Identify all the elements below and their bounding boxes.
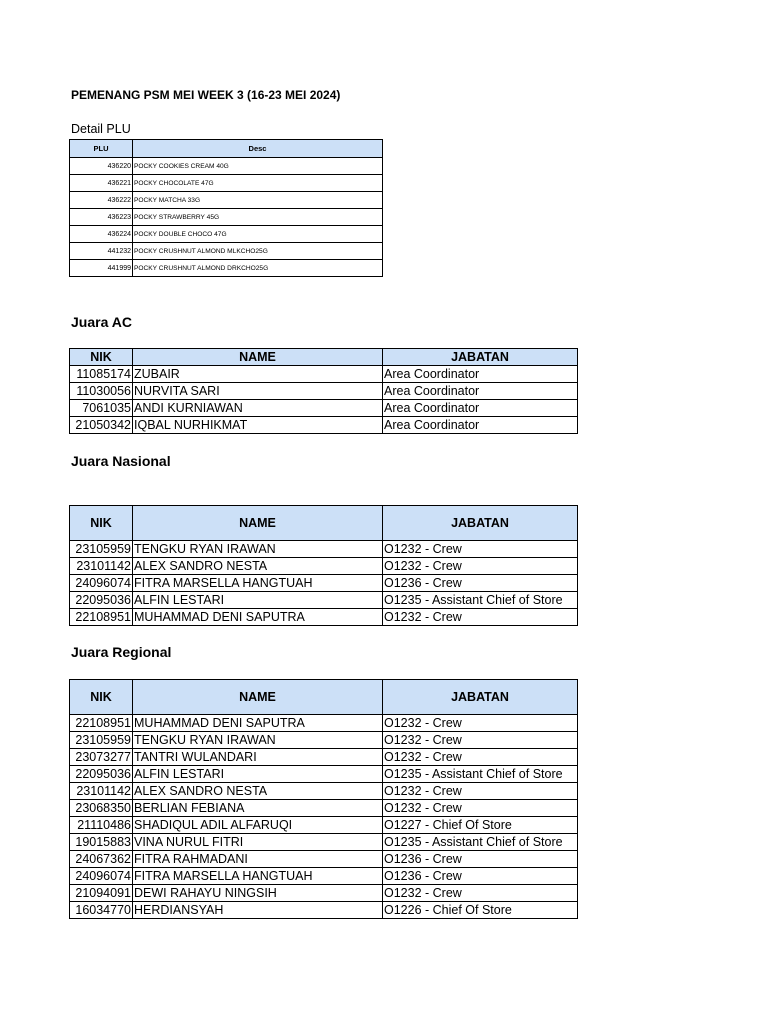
jabatan-col-header: JABATAN [383,506,578,541]
nik-cell: 22095036 [70,592,133,609]
juara-regional-body [70,715,578,919]
name-cell: SHADIQUL ADIL ALFARUQI [133,817,383,834]
table-row [70,558,578,575]
nik-cell: 21094091 [70,885,133,902]
name-cell: TENGKU RYAN IRAWAN [133,732,383,749]
plu-cell: 436220 [70,158,133,175]
plu-cell: 436221 [70,175,133,192]
nik-cell: 7061035 [70,400,133,417]
nik-col-header: NIK [70,680,133,715]
jabatan-cell: O1232 - Crew [383,783,578,800]
table-row [70,715,578,732]
juara-nasional-body [70,541,578,626]
nik-cell: 24096074 [70,868,133,885]
nik-cell: 24067362 [70,851,133,868]
nik-cell: 22108951 [70,715,133,732]
name-cell: BERLIAN FEBIANA [133,800,383,817]
jabatan-col-header: JABATAN [383,349,578,366]
plu-table-body [70,158,383,277]
jabatan-cell: Area Coordinator [383,400,578,417]
nik-cell: 23105959 [70,732,133,749]
nik-cell: 11085174 [70,366,133,383]
desc-col-header: Desc [133,140,383,158]
juara-ac-body [70,366,578,434]
plu-cell: 441232 [70,243,133,260]
name-cell: TANTRI WULANDARI [133,749,383,766]
table-row [70,817,578,834]
nik-cell: 23101142 [70,783,133,800]
plu-col-header: PLU [70,140,133,158]
nik-cell: 24096074 [70,575,133,592]
nik-cell: 23105959 [70,541,133,558]
jabatan-cell: O1236 - Crew [383,575,578,592]
nik-cell: 23073277 [70,749,133,766]
table-row [70,158,383,175]
name-col-header: NAME [133,680,383,715]
desc-cell: POCKY STRAWBERRY 45G [133,209,383,226]
jabatan-cell: O1227 - Chief Of Store [383,817,578,834]
name-cell: ALFIN LESTARI [133,766,383,783]
jabatan-cell: Area Coordinator [383,383,578,400]
plu-cell: 436222 [70,192,133,209]
jabatan-cell: O1232 - Crew [383,609,578,626]
name-cell: NURVITA SARI [133,383,383,400]
nik-cell: 21110486 [70,817,133,834]
name-cell: MUHAMMAD DENI SAPUTRA [133,609,383,626]
table-row [70,749,578,766]
jabatan-cell: O1232 - Crew [383,715,578,732]
table-row [70,800,578,817]
desc-cell: POCKY DOUBLE CHOCO 47G [133,226,383,243]
name-cell: FITRA MARSELLA HANGTUAH [133,868,383,885]
name-col-header: NAME [133,506,383,541]
jabatan-cell: O1236 - Crew [383,851,578,868]
name-cell: VINA NURUL FITRI [133,834,383,851]
nik-col-header: NIK [70,349,133,366]
jabatan-cell: O1236 - Crew [383,868,578,885]
table-row [70,609,578,626]
juara-regional-table [69,679,578,919]
name-cell: TENGKU RYAN IRAWAN [133,541,383,558]
table-row [70,868,578,885]
name-cell: FITRA RAHMADANI [133,851,383,868]
jabatan-cell: O1235 - Assistant Chief of Store [383,766,578,783]
table-row [70,834,578,851]
table-row [70,175,383,192]
page-title: PEMENANG PSM MEI WEEK 3 (16-23 MEI 2024) [71,88,341,102]
nik-cell: 22095036 [70,766,133,783]
desc-cell: POCKY MATCHA 33G [133,192,383,209]
desc-cell: POCKY CRUSHNUT ALMOND DRKCHO25G [133,260,383,277]
jabatan-cell: O1232 - Crew [383,558,578,575]
juara-ac-table [69,348,578,434]
name-cell: HERDIANSYAH [133,902,383,919]
table-header-row [70,506,578,541]
table-row [70,417,578,434]
jabatan-cell: O1235 - Assistant Chief of Store [383,592,578,609]
name-cell: MUHAMMAD DENI SAPUTRA [133,715,383,732]
table-row [70,732,578,749]
desc-cell: POCKY CRUSHNUT ALMOND MLKCHO25G [133,243,383,260]
name-cell: DEWI RAHAYU NINGSIH [133,885,383,902]
name-cell: ANDI KURNIAWAN [133,400,383,417]
jabatan-cell: O1232 - Crew [383,885,578,902]
nik-cell: 11030056 [70,383,133,400]
jabatan-cell: O1232 - Crew [383,800,578,817]
nik-cell: 16034770 [70,902,133,919]
name-col-header: NAME [133,349,383,366]
table-row [70,766,578,783]
table-row [70,783,578,800]
nik-cell: 22108951 [70,609,133,626]
nik-col-header: NIK [70,506,133,541]
jabatan-cell: O1235 - Assistant Chief of Store [383,834,578,851]
table-row [70,902,578,919]
jabatan-cell: O1232 - Crew [383,749,578,766]
table-row [70,243,383,260]
table-row [70,209,383,226]
name-cell: FITRA MARSELLA HANGTUAH [133,575,383,592]
table-row [70,400,578,417]
plu-cell: 436223 [70,209,133,226]
nik-cell: 21050342 [70,417,133,434]
jabatan-cell: O1232 - Crew [383,732,578,749]
plu-cell: 436224 [70,226,133,243]
table-row [70,383,578,400]
name-cell: ALFIN LESTARI [133,592,383,609]
desc-cell: POCKY CHOCOLATE 47G [133,175,383,192]
juara-regional-heading: Juara Regional [71,644,172,660]
jabatan-col-header: JABATAN [383,680,578,715]
jabatan-cell: O1232 - Crew [383,541,578,558]
table-row [70,226,383,243]
table-row [70,575,578,592]
jabatan-cell: Area Coordinator [383,366,578,383]
plu-header-row [70,140,383,158]
jabatan-cell: Area Coordinator [383,417,578,434]
table-row [70,260,383,277]
desc-cell: POCKY COOKIES CREAM 40G [133,158,383,175]
name-cell: ZUBAIR [133,366,383,383]
table-row [70,541,578,558]
juara-nasional-heading: Juara Nasional [71,453,171,469]
plu-caption: Detail PLU [71,122,131,136]
table-row [70,851,578,868]
juara-nasional-table [69,505,578,626]
table-header-row [70,680,578,715]
plu-cell: 441999 [70,260,133,277]
jabatan-cell: O1226 - Chief Of Store [383,902,578,919]
juara-ac-heading: Juara AC [71,314,132,330]
table-row [70,592,578,609]
name-cell: ALEX SANDRO NESTA [133,783,383,800]
table-row [70,192,383,209]
name-cell: IQBAL NURHIKMAT [133,417,383,434]
nik-cell: 23068350 [70,800,133,817]
nik-cell: 23101142 [70,558,133,575]
name-cell: ALEX SANDRO NESTA [133,558,383,575]
table-header-row [70,349,578,366]
table-row [70,885,578,902]
plu-table [69,139,383,277]
nik-cell: 19015883 [70,834,133,851]
table-row [70,366,578,383]
